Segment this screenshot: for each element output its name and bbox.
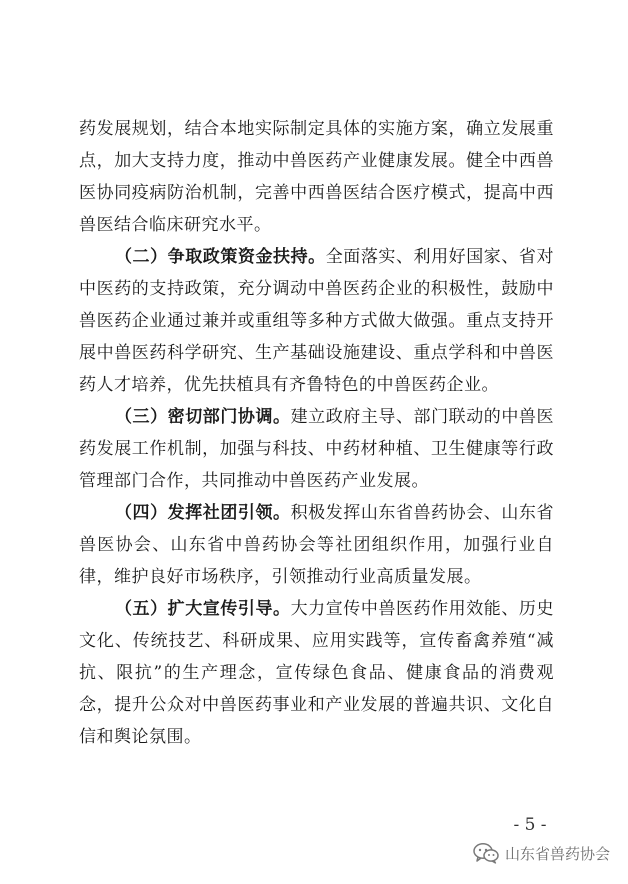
section-heading: （四）发挥社团引领。 [115, 503, 291, 523]
paragraph-continuation [79, 113, 554, 241]
paragraph-policy-funding [79, 241, 554, 401]
paragraph-text: 大力宣传中兽医药作用效能、历史文化、传统技艺、科研成果、应用实践等，宣传畜禽养殖“减抗、限抗”的生产理念，宣传绿色食品、健康食品的消费观念，提升公众对中兽医药事业和产业发展的普遍共识、文化自信和舆论氛围。 [79, 599, 554, 747]
watermark-text: 山东省兽药协会 [504, 844, 610, 863]
paragraph-text: 药发展规划，结合本地实际制定具体的实施方案，确立发展重点，加大支持力度，推动中兽医药产业健康发展。健全中西兽医协同疫病防治机制，完善中西兽医结合医疗模式，提高中西兽医结合临床研究水平。 [79, 119, 554, 235]
paragraph-text: 积极发挥山东省兽药协会、山东省兽医协会、山东省中兽药协会等社团组织作用，加强行业自律，维护良好市场秩序，引领推动行业高质量发展。 [79, 503, 554, 587]
section-heading: （三）密切部门协调。 [115, 407, 291, 427]
paragraph-association-leadership [79, 497, 554, 593]
section-heading: （二）争取政策资金扶持。 [115, 247, 326, 267]
page-number: - 5 - [513, 815, 547, 835]
paragraph-publicity [79, 593, 554, 753]
document-body [79, 113, 554, 753]
paragraph-department-coordination [79, 401, 554, 497]
paragraph-text: 全面落实、利用好国家、省对中医药的支持政策，充分调动中兽医药企业的积极性，鼓励中兽医药企业通过兼并或重组等多种方式做大做强。重点支持开展中兽医药科学研究、生产基础设施建设、重点学科和中兽医药人才培养，优先扶植具有齐鲁特色的中兽医药企业。 [79, 247, 554, 395]
paragraph-text: 建立政府主导、部门联动的中兽医药发展工作机制，加强与科技、中药材种植、卫生健康等行政管理部门合作，共同推动中兽医药产业发展。 [79, 407, 554, 491]
wechat-icon [473, 842, 499, 864]
section-heading: （五）扩大宣传引导。 [115, 599, 291, 619]
watermark [473, 842, 610, 864]
